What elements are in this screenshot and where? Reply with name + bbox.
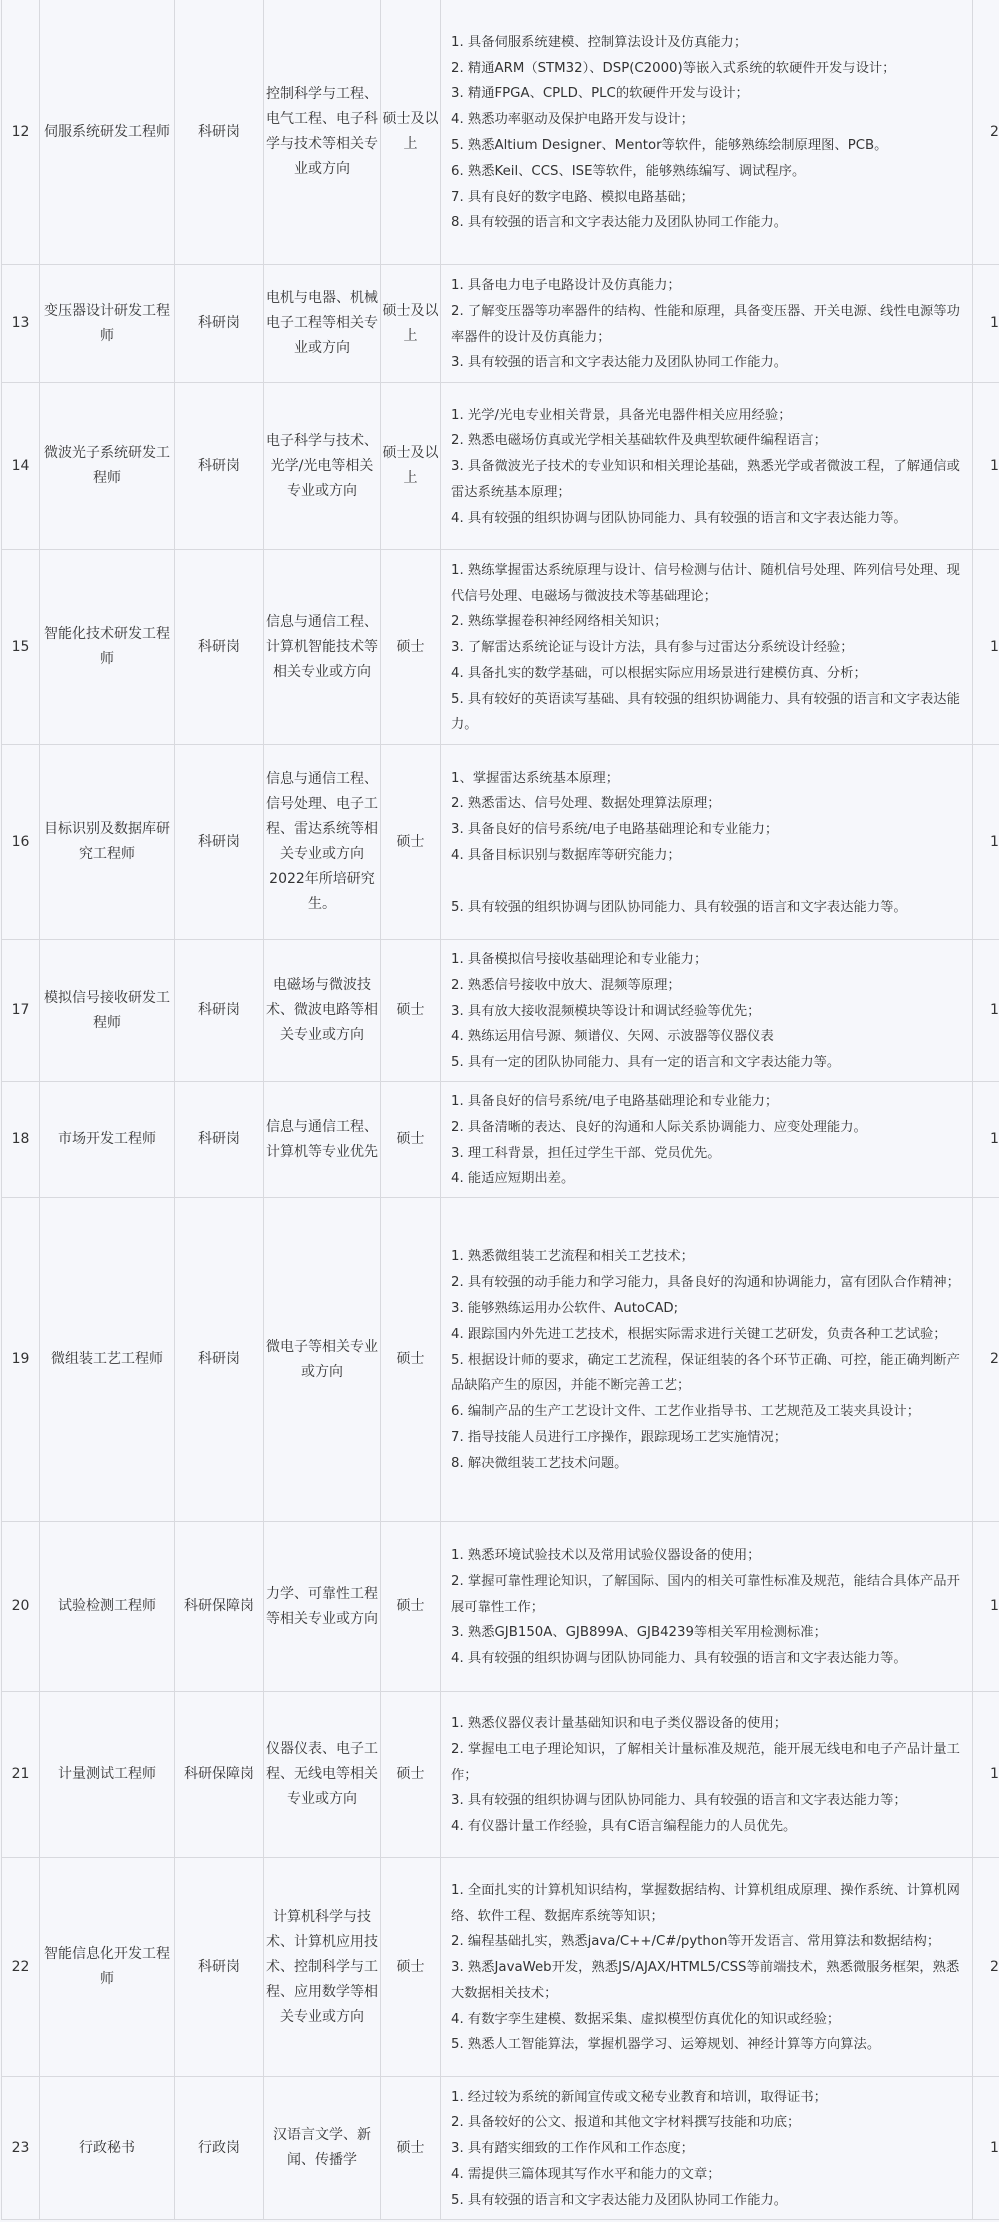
position-title: 微组装工艺工程师 [40, 1198, 175, 1522]
position-title: 伺服系统研发工程师 [40, 0, 175, 265]
headcount: 2 [973, 0, 999, 265]
required-major: 电机与电器、机械电子工程等相关专业或方向 [264, 265, 381, 383]
required-major: 信息与通信工程、计算机智能技术等相关专业或方向 [264, 550, 381, 745]
requirement-item: 3. 具有放大接收混频模块等设计和调试经验等优先； [451, 1003, 761, 1019]
requirement-item: 2. 具备清晰的表达、良好的沟通和人际关系协调能力、应变处理能力。 [451, 1119, 867, 1135]
requirement-item: 3. 具备微波光子技术的专业知识和相关理论基础，熟悉光学或者微波工程，了解通信或雷达系统基本原理； [451, 459, 960, 500]
table-row [2, 1082, 999, 1198]
requirement-item: 3. 了解雷达系统论证与设计方法，具有参与过雷达分系统设计经验； [451, 640, 854, 656]
requirements-list [441, 1198, 973, 1522]
requirement-item: 2. 熟悉电磁场仿真或光学相关基础软件及典型软硬件编程语言； [451, 433, 827, 449]
requirement-item: 4. 具有较强的组织协调与团队协同能力、具有较强的语言和文字表达能力等。 [451, 1651, 907, 1667]
required-major: 信息与通信工程、计算机等专业优先 [264, 1082, 381, 1198]
requirement-item: 3. 精通FPGA、CPLD、PLC的软硬件开发与设计； [451, 86, 749, 102]
row-number: 16 [2, 745, 40, 940]
requirement-item: 6. 编制产品的生产工艺设计文件、工艺作业指导书、工艺规范及工装夹具设计； [451, 1404, 921, 1420]
required-major: 微电子等相关专业或方向 [264, 1198, 381, 1522]
position-title: 市场开发工程师 [40, 1082, 175, 1198]
blank-line [451, 869, 962, 895]
row-number: 21 [2, 1692, 40, 1858]
table-row [2, 0, 999, 265]
table-row [2, 1858, 999, 2077]
requirement-item: 8. 具有较强的语言和文字表达能力及团队协同工作能力。 [451, 215, 788, 231]
requirements-list [441, 745, 973, 940]
row-number: 12 [2, 0, 40, 265]
requirements-list [441, 1082, 973, 1198]
requirement-item: 1. 具备电力电子电路设计及仿真能力； [451, 277, 681, 293]
table-row [2, 940, 999, 1082]
headcount: 2 [973, 1198, 999, 1522]
required-major: 控制科学与工程、电气工程、电子科学与技术等相关专业或方向 [264, 0, 381, 265]
requirement-item: 6. 熟悉Keil、CCS、ISE等软件，能够熟练编写、调试程序。 [451, 163, 806, 179]
requirement-item: 5. 具有一定的团队协同能力、具有一定的语言和文字表达能力等。 [451, 1055, 841, 1071]
requirement-item: 1. 熟练掌握雷达系统原理与设计、信号检测与估计、随机信号处理、阵列信号处理、现代信号处理、电磁场与微波技术等基础理论； [451, 562, 960, 604]
position-title: 微波光子系统研发工程师 [40, 383, 175, 550]
education-level: 硕士 [381, 1858, 441, 2077]
requirement-item: 4. 具备扎实的数学基础，可以根据实际应用场景进行建模仿真、分析； [451, 665, 867, 681]
education-level: 硕士 [381, 2077, 441, 2220]
requirements-list [441, 0, 973, 265]
requirements-list [441, 2077, 973, 2220]
requirement-item: 3. 具有较强的语言和文字表达能力及团队协同工作能力。 [451, 355, 788, 371]
requirement-item: 1. 光学/光电专业相关背景，具备光电器件相关应用经验； [451, 407, 792, 423]
education-level: 硕士 [381, 550, 441, 745]
requirement-item: 2. 熟悉雷达、信号处理、数据处理算法原理； [451, 796, 721, 812]
row-number: 15 [2, 550, 40, 745]
position-type: 科研岗 [175, 745, 264, 940]
requirement-item: 8. 解决微组装工艺技术问题。 [451, 1455, 628, 1471]
requirement-item: 2. 了解变压器等功率器件的结构、性能和原理，具备变压器、开关电源、线性电源等功率器件的设计及仿真能力； [451, 303, 960, 345]
position-type: 科研岗 [175, 550, 264, 745]
position-title: 试验检测工程师 [40, 1522, 175, 1692]
requirement-item: 2. 具备较好的公文、报道和其他文字材料撰写技能和功底； [451, 2115, 801, 2131]
position-type: 科研岗 [175, 1858, 264, 2077]
table-row [2, 1692, 999, 1858]
requirement-item: 2. 精通ARM（STM32）、DSP(C2000)等嵌入式系统的软硬件开发与设计； [451, 60, 896, 76]
education-level: 硕士 [381, 745, 441, 940]
requirement-item: 2. 熟练掌握卷积神经网络相关知识； [451, 614, 668, 630]
education-level: 硕士 [381, 1082, 441, 1198]
requirement-item: 1. 具备良好的信号系统/电子电路基础理论和专业能力； [451, 1093, 779, 1109]
requirement-item: 3. 熟悉GJB150A、GJB899A、GJB4239等相关军用检测标准； [451, 1625, 827, 1641]
requirement-item: 1、掌握雷达系统基本原理； [451, 770, 620, 786]
education-level: 硕士及以上 [381, 0, 441, 265]
row-number: 20 [2, 1522, 40, 1692]
required-major: 汉语言文学、新闻、传播学 [264, 2077, 381, 2220]
requirement-item: 2. 熟悉信号接收中放大、混频等原理； [451, 977, 681, 993]
requirement-item: 1. 熟悉环境试验技术以及常用试验仪器设备的使用； [451, 1548, 761, 1563]
table-body [2, 0, 999, 2220]
row-number: 17 [2, 940, 40, 1082]
position-title: 智能信息化开发工程师 [40, 1858, 175, 2077]
requirement-item: 5. 具有较强的组织协调与团队协同能力、具有较强的语言和文字表达能力等。 [451, 899, 907, 915]
requirement-item: 3. 熟悉JavaWeb开发，熟悉JS/AJAX/HTML5/CSS等前端技术，熟悉微服务框架，熟悉大数据相关技术； [451, 1960, 960, 2001]
requirement-item: 1. 具备模拟信号接收基础理论和专业能力； [451, 952, 708, 967]
requirement-item: 5. 熟悉人工智能算法，掌握机器学习、运筹规划、神经计算等方向算法。 [451, 2037, 881, 2053]
position-type: 科研保障岗 [175, 1522, 264, 1692]
row-number: 13 [2, 265, 40, 383]
requirements-list [441, 383, 973, 550]
headcount: 1 [973, 1082, 999, 1198]
requirement-item: 1. 熟悉仪器仪表计量基础知识和电子类仪器设备的使用； [451, 1716, 788, 1731]
requirements-list [441, 1692, 973, 1858]
education-level: 硕士 [381, 940, 441, 1082]
headcount: 1 [973, 550, 999, 745]
position-type: 科研岗 [175, 265, 264, 383]
row-number: 18 [2, 1082, 40, 1198]
requirement-item: 4. 有仪器计量工作经验，具有C语言编程能力的人员优先。 [451, 1819, 797, 1835]
requirements-list [441, 940, 973, 1082]
row-number: 23 [2, 2077, 40, 2220]
headcount: 1 [973, 1522, 999, 1692]
position-type: 科研岗 [175, 383, 264, 550]
table-row [2, 550, 999, 745]
requirement-item: 3. 具有踏实细致的工作作风和工作态度； [451, 2141, 694, 2157]
required-major: 计算机科学与技术、计算机应用技术、控制科学与工程、应用数学等相关专业或方向 [264, 1858, 381, 2077]
requirement-item: 4. 跟踪国内外先进工艺技术，根据实际需求进行关键工艺研发，负责各种工艺试验； [451, 1326, 947, 1342]
education-level: 硕士 [381, 1522, 441, 1692]
requirement-item: 5. 根据设计师的要求，确定工艺流程，保证组装的各个环节正确、可控，能正确判断产品缺陷产生的原因，并能不断完善工艺； [451, 1352, 960, 1394]
position-title: 计量测试工程师 [40, 1692, 175, 1858]
position-title: 行政秘书 [40, 2077, 175, 2220]
requirement-item: 2. 编程基础扎实，熟悉java/C++/C#/python等开发语言、常用算法和数据结构； [451, 1934, 941, 1950]
position-title: 模拟信号接收研发工程师 [40, 940, 175, 1082]
table-row [2, 1198, 999, 1522]
requirement-item: 7. 具有良好的数字电路、模拟电路基础； [451, 189, 694, 205]
requirements-list [441, 550, 973, 745]
headcount: 1 [973, 940, 999, 1082]
position-type: 科研岗 [175, 1082, 264, 1198]
requirement-item: 7. 指导技能人员进行工序操作，跟踪现场工艺实施情况； [451, 1429, 788, 1445]
requirement-item: 1. 经过较为系统的新闻宣传或文秘专业教育和培训，取得证书； [451, 2089, 827, 2105]
requirement-item: 1. 全面扎实的计算机知识结构，掌握数据结构、计算机组成原理、操作系统、计算机网络、软件工程、数据库系统等知识； [451, 1882, 960, 1924]
position-type: 科研保障岗 [175, 1692, 264, 1858]
table-row [2, 383, 999, 550]
position-type: 科研岗 [175, 1198, 264, 1522]
education-level: 硕士及以上 [381, 383, 441, 550]
headcount: 1 [973, 265, 999, 383]
requirements-list [441, 1522, 973, 1692]
requirement-item: 3. 能够熟练运用办公软件、AutoCAD; [451, 1301, 679, 1316]
requirement-item: 4. 有数字孪生建模、数据采集、虚拟模型仿真优化的知识或经验； [451, 2011, 841, 2027]
requirement-item: 5. 具有较好的英语读写基础、具有较强的组织协调能力、具有较强的语言和文字表达能力。 [451, 691, 960, 733]
required-major: 仪器仪表、电子工程、无线电等相关专业或方向 [264, 1692, 381, 1858]
requirement-item: 4. 需提供三篇体现其写作水平和能力的文章； [451, 2166, 721, 2182]
row-number: 22 [2, 1858, 40, 2077]
requirements-list [441, 1858, 973, 2077]
requirement-item: 4. 具备目标识别与数据库等研究能力； [451, 848, 681, 863]
position-type: 科研岗 [175, 0, 264, 265]
requirements-list [441, 265, 973, 383]
position-type: 科研岗 [175, 940, 264, 1082]
headcount: 1 [973, 1692, 999, 1858]
table-row [2, 1522, 999, 1692]
headcount: 1 [973, 2077, 999, 2220]
position-title: 目标识别及数据库研究工程师 [40, 745, 175, 940]
required-major: 信息与通信工程、信号处理、电子工程、雷达系统等相关专业或方向2022年所培研究生。 [264, 745, 381, 940]
requirement-item: 3. 具备良好的信号系统/电子电路基础理论和专业能力； [451, 822, 779, 838]
row-number: 19 [2, 1198, 40, 1522]
position-type: 行政岗 [175, 2077, 264, 2220]
requirement-item: 4. 熟悉功率驱动及保护电路开发与设计； [451, 112, 694, 128]
position-title: 变压器设计研发工程师 [40, 265, 175, 383]
requirement-item: 4. 能适应短期出差。 [451, 1171, 575, 1187]
requirement-item: 2. 掌握电工电子理论知识，了解相关计量标准及规范，能开展无线电和电子产品计量工作； [451, 1741, 960, 1783]
headcount: 2 [973, 1858, 999, 2077]
requirement-item: 4. 具有较强的组织协调与团队协同能力、具有较强的语言和文字表达能力等。 [451, 510, 907, 526]
table-row [2, 745, 999, 940]
headcount: 1 [973, 745, 999, 940]
table-row [2, 265, 999, 383]
requirement-item: 2. 掌握可靠性理论知识，了解国际、国内的相关可靠性标准及规范，能结合具体产品开展可靠性工作； [451, 1573, 960, 1615]
requirement-item: 5. 具有较强的语言和文字表达能力及团队协同工作能力。 [451, 2192, 788, 2208]
education-level: 硕士 [381, 1198, 441, 1522]
position-title: 智能化技术研发工程师 [40, 550, 175, 745]
requirement-item: 1. 熟悉微组装工艺流程和相关工艺技术； [451, 1249, 694, 1265]
requirement-item: 4. 熟练运用信号源、频谱仪、矢网、示波器等仪器仪表 [451, 1029, 774, 1045]
table-row [2, 2077, 999, 2220]
required-major: 电磁场与微波技术、微波电路等相关专业或方向 [264, 940, 381, 1082]
requirement-item: 1. 具备伺服系统建模、控制算法设计及仿真能力； [451, 34, 748, 50]
education-level: 硕士 [381, 1692, 441, 1858]
job-requirements-table [1, 0, 999, 2220]
row-number: 14 [2, 383, 40, 550]
headcount: 1 [973, 383, 999, 550]
required-major: 力学、可靠性工程等相关专业或方向 [264, 1522, 381, 1692]
requirement-item: 3. 理工科背景，担任过学生干部、党员优先。 [451, 1145, 721, 1161]
requirement-item: 3. 具有较强的组织协调与团队协同能力、具有较强的语言和文字表达能力等； [451, 1793, 907, 1809]
requirement-item: 2. 具有较强的动手能力和学习能力，具备良好的沟通和协调能力，富有团队合作精神； [451, 1275, 960, 1291]
required-major: 电子科学与技术、光学/光电等相关专业或方向 [264, 383, 381, 550]
requirement-item: 5. 熟悉Altium Designer、Mentor等软件，能够熟练绘制原理图、PCB。 [451, 138, 888, 153]
education-level: 硕士及以上 [381, 265, 441, 383]
